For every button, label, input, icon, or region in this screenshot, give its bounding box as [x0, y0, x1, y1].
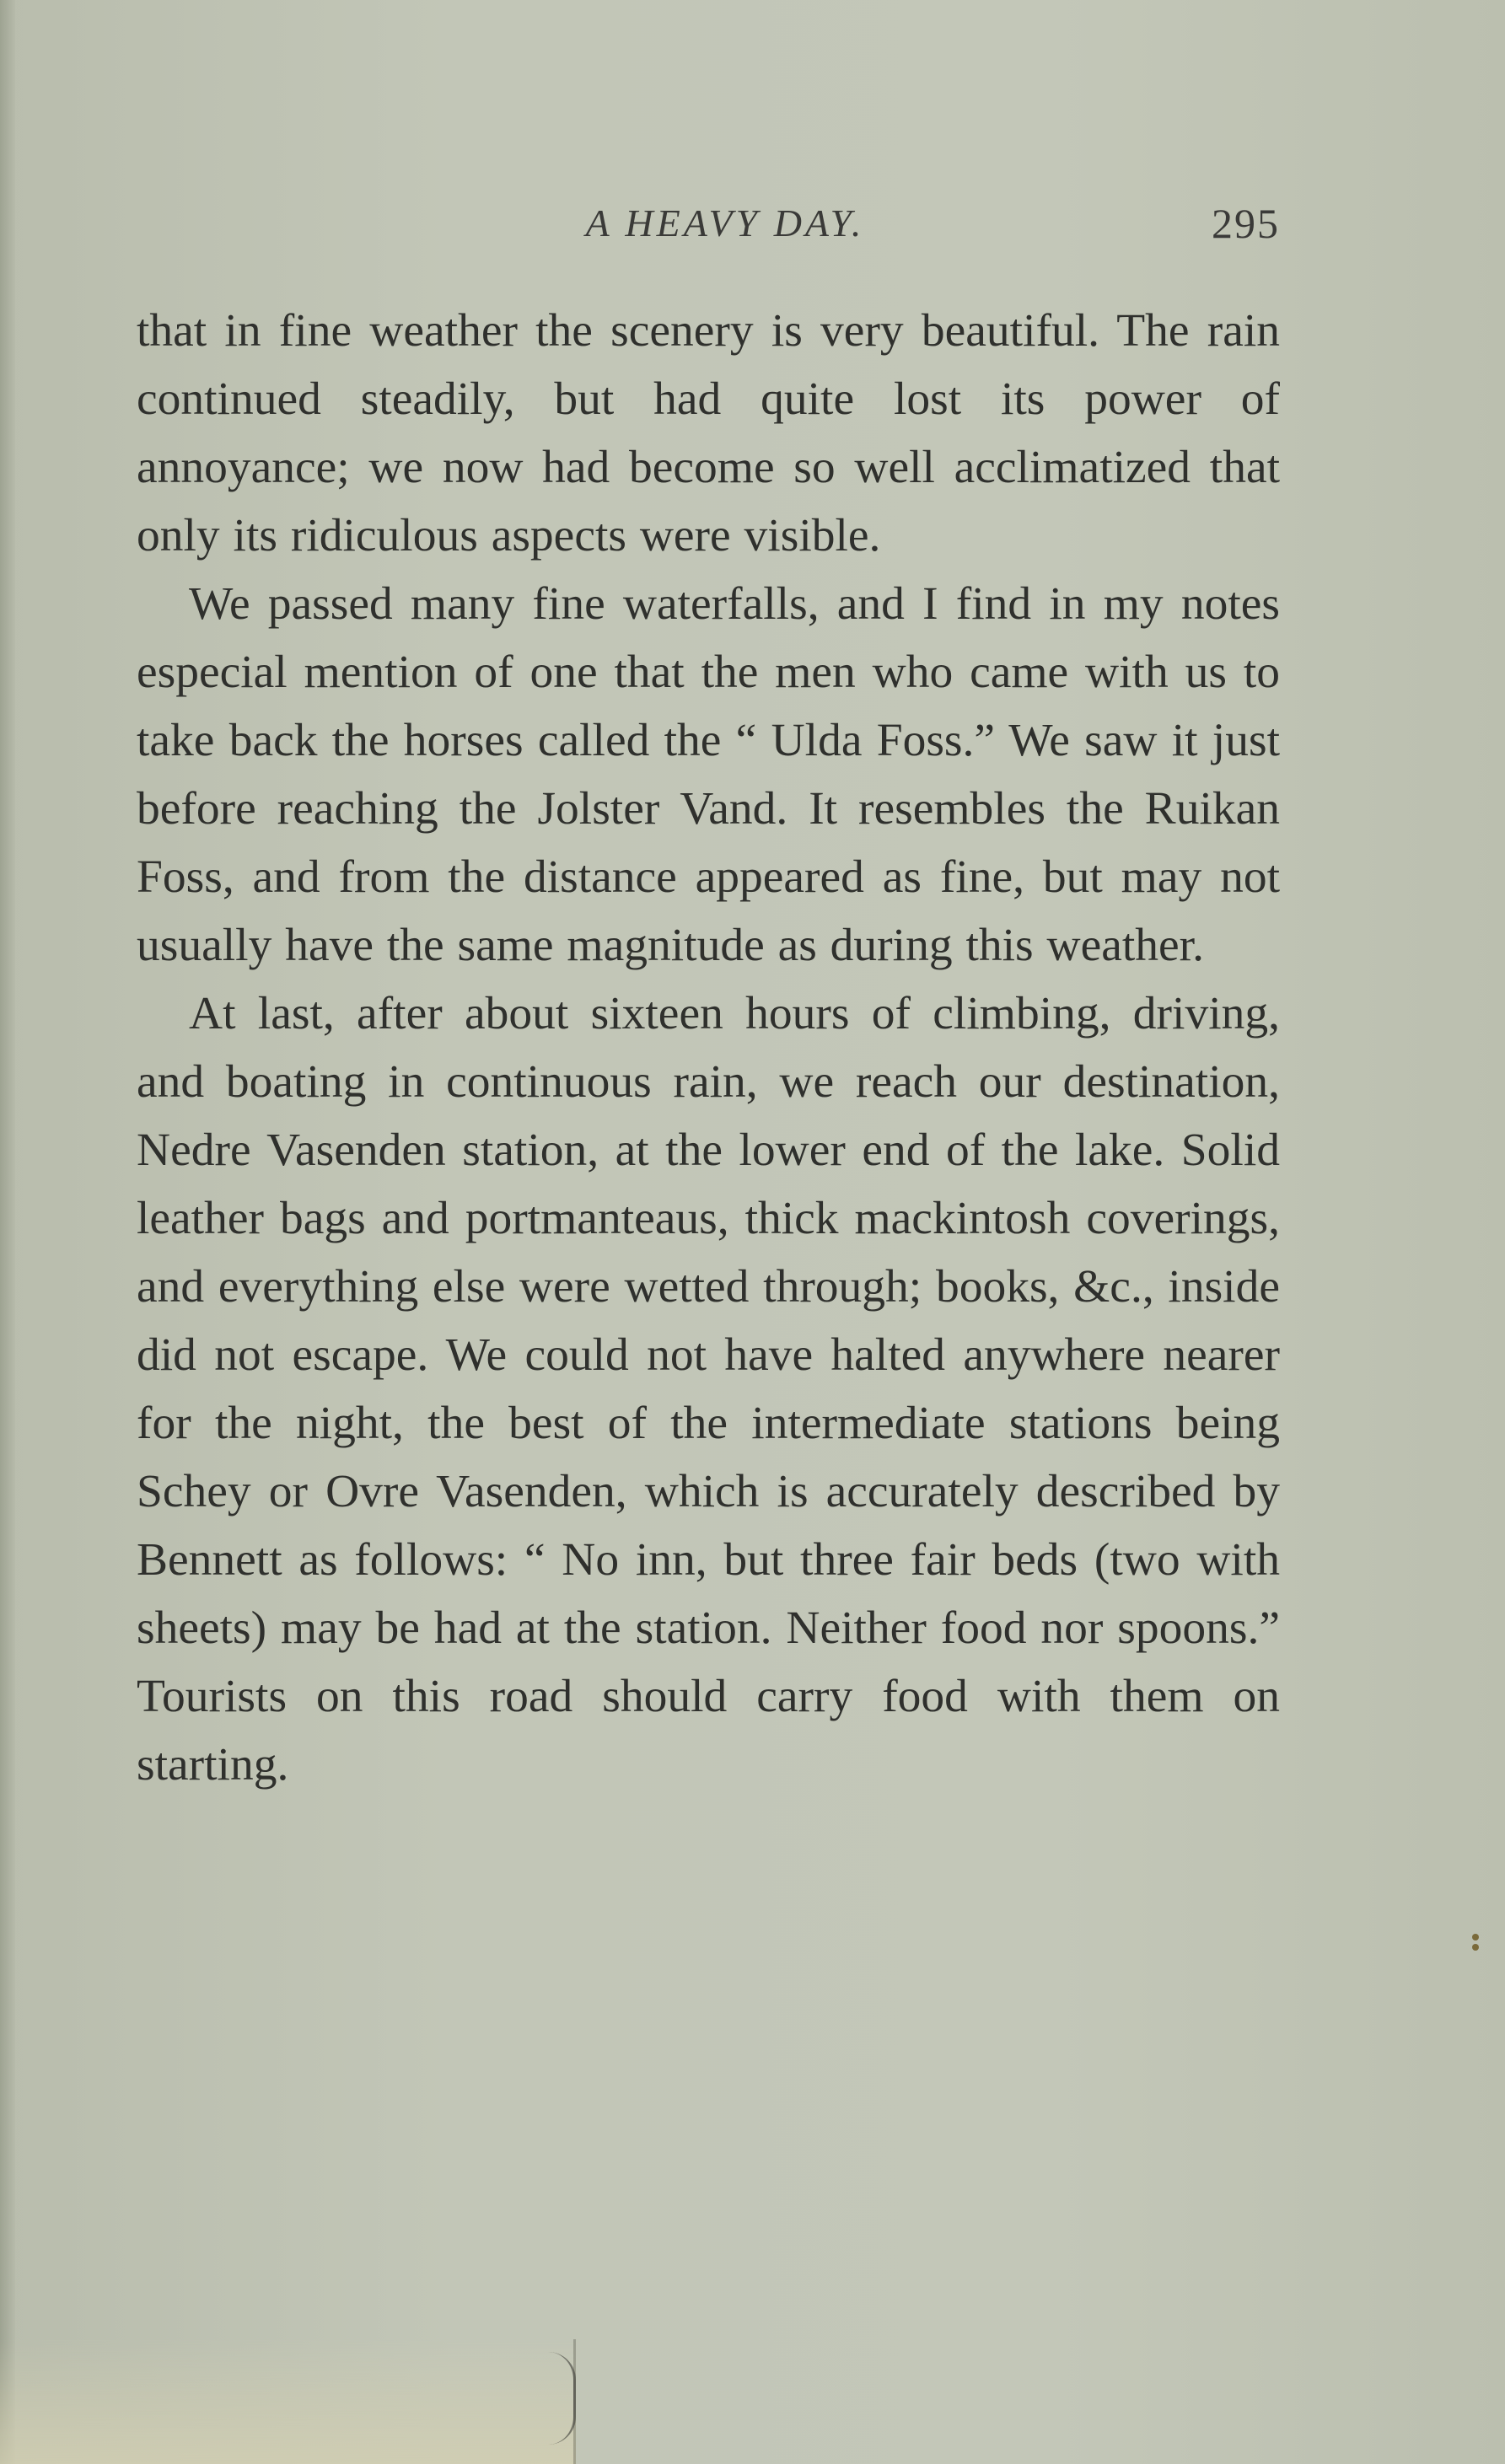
running-head	[135, 196, 1280, 255]
body-text	[137, 297, 1280, 1799]
margin-ink-mark	[1465, 1930, 1486, 1967]
running-title: A HEAVY DAY.	[585, 201, 865, 244]
page-stain	[0, 2339, 576, 2464]
bracket-mark	[548, 2352, 576, 2445]
page-left-edge	[0, 0, 15, 2464]
paragraph-3: At last, after about sixteen hours of climbing, driving, and boating in continuous rain, we reach our destination, Nedre Vasenden station, at the lower end of the lake. Solid leather bags and portmanteaus, thick mackintosh coverings, and everything else were wetted through; books, &c., inside did not escape. We could not have halted anywhere nearer for the night, the best of the intermediate stations being Schey or Ovre Vasenden, which is accurately described by Bennett as follows: “ No inn, but three fair beds (two with sheets) may be had at the station. Neither food nor spoons.” Tourists on this road should carry food with them on starting.	[137, 988, 1280, 1790]
page-number: 295	[1212, 200, 1280, 247]
paragraph-2: We passed many fine waterfalls, and I find in my notes especial mention of one that the men who came with us to take back the horses called the “ Ulda Foss.” We saw it just before reaching the Jolster Vand. It resembles the Ruikan Foss, and from the distance appeared as fine, but may not usually have the same magnitude as during this weather.	[137, 578, 1280, 971]
paragraph-1: that in fine weather the scenery is very beautiful. The rain continued steadily, but had quite lost its power of annoyance; we now had become so well acclimatized that only its ridiculous aspects were visible.	[137, 305, 1280, 561]
